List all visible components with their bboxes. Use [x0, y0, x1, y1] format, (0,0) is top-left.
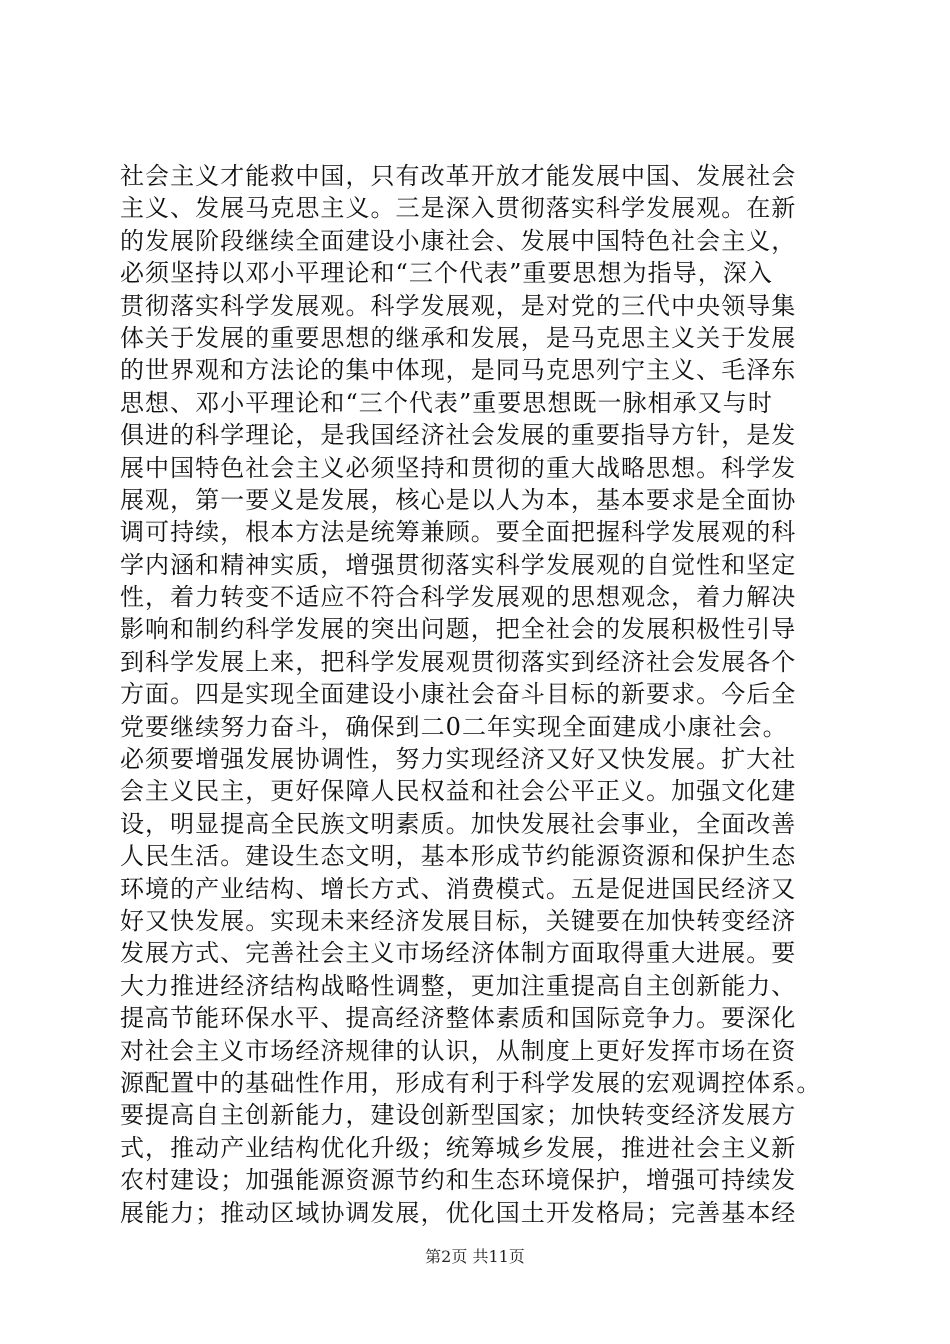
text-line: 人民生活。建设生态文明，基本形成节约能源资源和保护生态: [120, 842, 797, 871]
text-line: 学内涵和精神实质，增强贯彻落实科学发展观的自觉性和坚定: [120, 550, 797, 579]
text-line: 社会主义才能救中国，只有改革开放才能发展中国、发展社会: [120, 162, 797, 190]
text-line: 到科学发展上来，把科学发展观贯彻落实到经济社会发展各个: [120, 647, 797, 676]
text-line: 主义、发展马克思主义。三是深入贯彻落实科学发展观。在新: [120, 194, 797, 223]
text-line: 源配置中的基础性作用，形成有利于科学发展的宏观调控体系。: [120, 1068, 822, 1097]
text-line: 的世界观和方法论的集中体现，是同马克思列宁主义、毛泽东: [120, 356, 797, 385]
text-line: 展中国特色社会主义必须坚持和贯彻的重大战略思想。科学发: [120, 453, 797, 482]
text-line: 环境的产业结构、增长方式、消费模式。五是促进国民经济又: [120, 874, 797, 903]
text-line: 展能力；推动区域协调发展，优化国土开发格局；完善基本经: [120, 1198, 797, 1227]
text-line: 俱进的科学理论，是我国经济社会发展的重要指导方针，是发: [120, 421, 797, 450]
text-line: 党要继续努力奋斗，确保到二0二年实现全面建成小康社会。: [120, 712, 788, 741]
text-line: 思想、邓小平理论和“三个代表”重要思想既一脉相承又与时: [120, 388, 773, 417]
text-line: 好又快发展。实现未来经济发展目标，关键要在加快转变经济: [120, 906, 797, 935]
text-line: 提高节能环保水平、提高经济整体素质和国际竞争力。要深化: [120, 1004, 797, 1033]
text-line: 的发展阶段继续全面建设小康社会、发展中国特色社会主义，: [120, 226, 797, 255]
text-line: 对社会主义市场经济规律的认识，从制度上更好发挥市场在资: [120, 1036, 797, 1065]
body-text: [120, 160, 840, 1229]
text-line: 影响和制约科学发展的突出问题，把全社会的发展积极性引导: [120, 615, 797, 644]
text-line: 性，着力转变不适应不符合科学发展观的思想观念，着力解决: [120, 583, 797, 612]
text-line: 必须要增强发展协调性，努力实现经济又好又快发展。扩大社: [120, 745, 797, 774]
text-line: 贯彻落实科学发展观。科学发展观，是对党的三代中央领导集: [120, 291, 797, 320]
text-line: 方面。四是实现全面建设小康社会奋斗目标的新要求。今后全: [120, 680, 797, 709]
text-line: 调可持续，根本方法是统筹兼顾。要全面把握科学发展观的科: [120, 518, 797, 547]
page-footer: 第2页 共11页: [425, 1247, 525, 1266]
text-line: 必须坚持以邓小平理论和“三个代表”重要思想为指导，深入: [120, 259, 773, 288]
text-line: 体关于发展的重要思想的继承和发展，是马克思主义关于发展: [120, 323, 797, 352]
text-line: 设，明显提高全民族文明素质。加快发展社会事业，全面改善: [120, 809, 797, 838]
text-line: 会主义民主，更好保障人民权益和社会公平正义。加强文化建: [120, 777, 797, 806]
text-line: 要提高自主创新能力，建设创新型国家；加快转变经济发展方: [120, 1101, 797, 1130]
text-line: 式，推动产业结构优化升级；统筹城乡发展，推进社会主义新: [120, 1133, 797, 1162]
text-line: 展观，第一要义是发展，核心是以人为本，基本要求是全面协: [120, 485, 797, 514]
text-line: 发展方式、完善社会主义市场经济体制方面取得重大进展。要: [120, 939, 797, 968]
text-line: 农村建设；加强能源资源节约和生态环境保护，增强可持续发: [120, 1166, 797, 1195]
text-line: 大力推进经济结构战略性调整，更加注重提高自主创新能力、: [120, 971, 797, 1000]
